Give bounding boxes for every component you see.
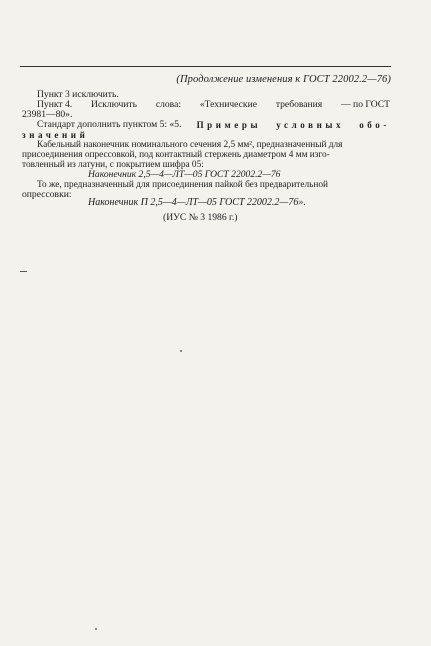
spaced-word: обо- xyxy=(359,120,390,130)
text-line: 23981—80». xyxy=(22,109,73,120)
ius-reference: (ИУС № 3 1986 г.) xyxy=(163,212,238,223)
text-word: требования xyxy=(275,99,323,110)
spaced-word: значений xyxy=(22,130,89,140)
text-line: Кабельный наконечник номинального сечения 2,5 мм², предназначенный для xyxy=(37,140,343,150)
text-phrase: Стандарт дополнить пунктом 5: «5. xyxy=(37,119,182,130)
text-line: опрессовки: xyxy=(22,189,72,200)
text-line: товленный из латуни, с покрытием шифра 05: xyxy=(22,160,204,170)
text-word: Пункт 4. xyxy=(37,99,73,110)
text-line: присоединения опрессовкой, под контактный стержень диаметром 4 мм изго- xyxy=(22,150,330,160)
text-word: «Технические xyxy=(199,99,257,110)
text-word: слова: xyxy=(155,99,182,110)
text-line: То же, предназначенный для присоединения пайкой без предварительной xyxy=(37,180,328,190)
text-line-justified xyxy=(37,100,390,110)
text-line-justified xyxy=(37,120,390,130)
top-rule xyxy=(20,66,391,67)
spaced-word: условных xyxy=(276,120,345,130)
designation-example: Наконечник П 2,5—4—ЛТ—05 ГОСТ 22002.2—76». xyxy=(88,197,306,208)
scan-speck xyxy=(95,628,97,630)
text-word: Исключить xyxy=(91,99,137,110)
change-heading: (Продолжение изменения к ГОСТ 22002.2—76) xyxy=(176,74,391,85)
scan-speck xyxy=(180,350,182,352)
margin-mark xyxy=(20,271,27,272)
text-word: — по ГОСТ xyxy=(341,99,390,110)
spaced-word: Примеры xyxy=(196,120,262,130)
text-line: Пункт 3 исключить. xyxy=(37,89,119,100)
designation-example: Наконечник 2,5—4—ЛТ—05 ГОСТ 22002.2—76 xyxy=(88,169,281,180)
